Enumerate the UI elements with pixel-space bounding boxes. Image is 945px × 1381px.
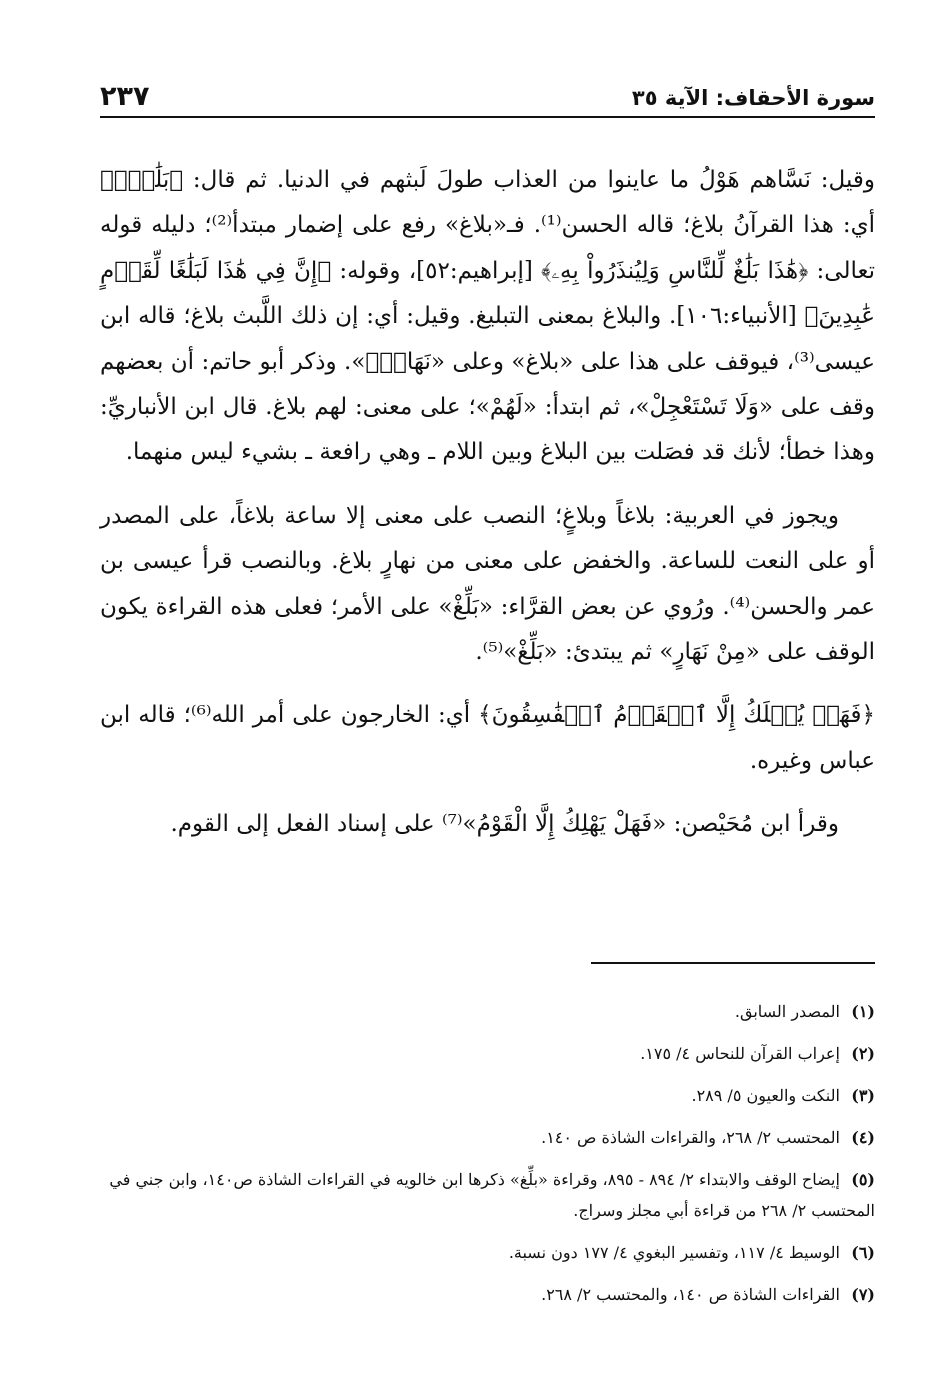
- paragraph: ويجوز في العربية: بلاغاً وبلاغٍ؛ النصب على معنى إلا ساعة بلاغاً، على المصدر أو على النعت للساعة. والخفض على معنى من نهارٍ بلاغ. وبالنصب قرأ عيسى بن عمر والحسن⁽⁴⁾. ورُوي عن بعض القرَّاء: «بَلِّغْ» على الأمر؛ فعلى هذه القراءة يكون الوقف على «مِنْ نَهَارٍ» ثم يبتدئ: «بَلِّغْ»⁽⁵⁾.: [100, 502, 875, 666]
- page-number: ٢٣٧: [100, 81, 150, 112]
- footnote: [100, 996, 875, 1027]
- paragraph: ﴿فَهَلۡ يُهۡلَكُ إِلَّا ٱلۡقَوۡمُ ٱلۡفَٰسِقُونَ﴾ أي: الخارجون على أمر الله⁽⁶⁾؛ قاله ابن عباس وغيره.: [100, 702, 875, 774]
- paragraph: وقيل: نَسَّاهم هَوْلُ ما عاينوا من العذاب طولَ لَبثهم في الدنيا. ثم قال: ﴿بَلَٰغٌۚ﴾ أي: هذا القرآنُ بلاغ؛ قاله الحسن⁽¹⁾. فـ«بلاغ» رفع على إضمار مبتدأ⁽²⁾؛ دليله قوله تعالى: ﴿هَٰذَا بَلَٰغٌ لِّلنَّاسِ وَلِيُنذَرُواْ بِهِۦ﴾ [إبراهيم:٥٢]، وقوله: ﴿إِنَّ فِي هَٰذَا لَبَلَٰغًا لِّقَوۡمٍ عَٰبِدِينَ﴾ [الأنبياء:١٠٦]. والبلاغ بمعنى التبليغ. وقيل: أي: إن ذلك اللَّبث بلاغ؛ قاله ابن عيسى⁽³⁾، فيوقف على هذا على «بلاغ» وعلى «نَهَارِۭ». وذكر أبو حاتم: أن بعضهم وقف على «وَلَا تَسْتَعْجِلْ»، ثم ابتدأ: «لَهُمْ»؛ على معنى: لهم بلاغ. قال ابن الأنباريِّ: وهذا خطأ؛ لأنك قد فصَلت بين البلاغ وبين اللام ـ وهي رافعة ـ بشيء ليس منهما.: [100, 167, 875, 466]
- footnote-separator: [591, 962, 875, 964]
- footnote: [100, 1279, 875, 1310]
- page-header: [100, 70, 875, 118]
- footnote-text: القراءات الشاذة ص ١٤٠، والمحتسب ٢/ ٢٦٨.: [541, 1285, 840, 1304]
- footnote: [100, 1038, 875, 1069]
- footnote: [100, 1237, 875, 1268]
- footnote-number: (٧): [851, 1285, 875, 1304]
- paragraph: وقرأ ابن مُحَيْصن: «فَهَلْ يَهْلِكُ إِلَّا الْقَوْمُ»⁽⁷⁾ على إسناد الفعل إلى القوم.: [170, 811, 839, 838]
- footnote-number: (١): [851, 1002, 875, 1021]
- footnote-text: المحتسب ٢/ ٢٦٨، والقراءات الشاذة ص ١٤٠.: [541, 1128, 840, 1147]
- footnote: [100, 1080, 875, 1111]
- footnote-text: النكت والعيون ٥/ ٢٨٩.: [691, 1086, 840, 1105]
- footnote-number: (٦): [851, 1243, 875, 1262]
- running-title: سورة الأحقاف: الآية ٣٥: [631, 86, 875, 110]
- footnote-text: إيضاح الوقف والابتداء ٢/ ٨٩٤ - ٨٩٥، وقراءة «بلِّغ» ذكرها ابن خالويه في القراءات الشاذة ص١٤٠، وابن جني في المحتسب ٢/ ٢٦٨ من قراءة أبي مجلز وسراج.: [109, 1170, 875, 1220]
- footnote: [100, 1122, 875, 1153]
- main-text: [100, 158, 875, 866]
- footnote-number: (٥): [851, 1170, 875, 1189]
- footnotes: [100, 996, 875, 1321]
- footnote-number: (٢): [851, 1044, 875, 1063]
- footnote-text: المصدر السابق.: [734, 1002, 840, 1021]
- footnote-number: (٤): [851, 1128, 875, 1147]
- footnote-text: إعراب القرآن للنحاس ٤/ ١٧٥.: [640, 1044, 840, 1063]
- footnote: [100, 1164, 875, 1226]
- footnote-text: الوسيط ٤/ ١١٧، وتفسير البغوي ٤/ ١٧٧ دون نسبة.: [508, 1243, 840, 1262]
- footnote-number: (٣): [851, 1086, 875, 1105]
